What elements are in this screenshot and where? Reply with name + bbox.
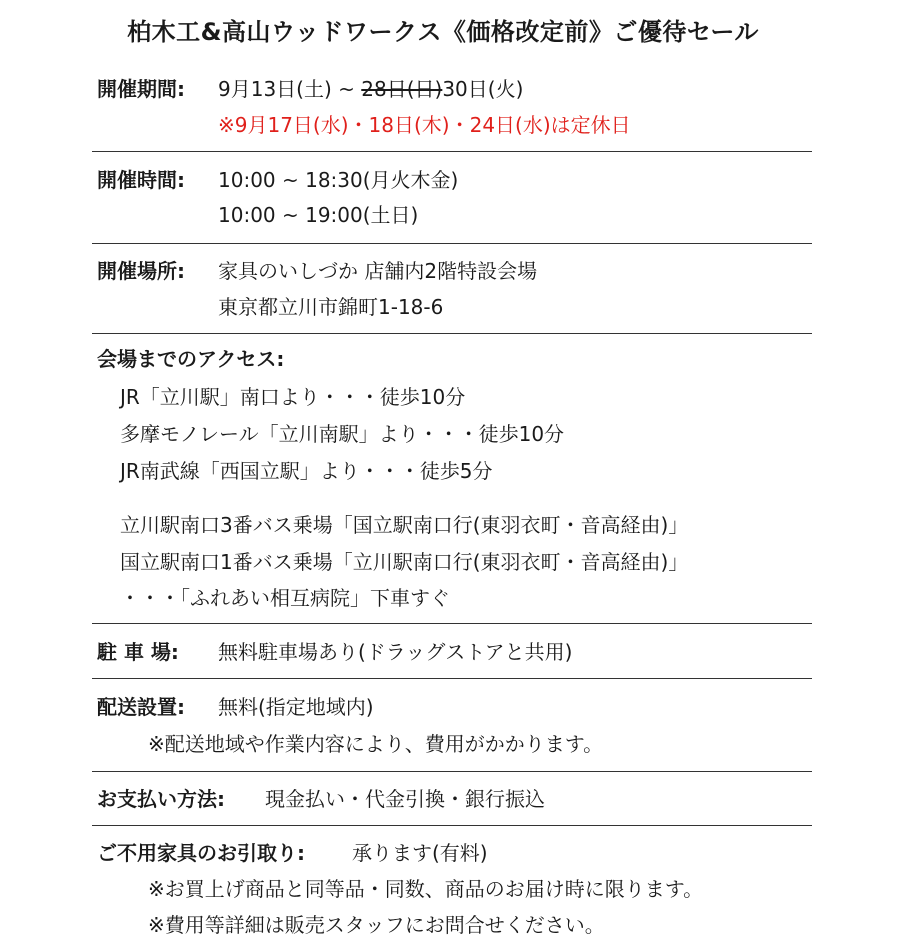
holiday-note: ※9月17日(水)・18日(木)・24日(水)は定休日 [218,113,631,137]
delivery-value: 無料(指定地域内) [218,695,374,719]
hours-label: 開催時間: [97,168,185,192]
bus-route: 立川駅南口3番バス乗場「国立駅南口行(東羽衣町・音高経由)」 [120,513,689,537]
parking-value: 無料駐車場あり(ドラッグストアと共用) [218,640,573,664]
hours-weekday: 10:00 ~ 18:30(月火木金) [218,168,459,192]
divider [92,333,812,334]
period-dates [218,76,523,102]
parking-label: 駐 車 場: [97,640,179,664]
pickup-value: 承ります(有料) [352,841,488,865]
venue-name: 家具のいしづか 店舗内2階特設会場 [218,259,538,283]
access-route: JR南武線「西国立駅」より・・・徒歩5分 [120,459,493,483]
divider [92,825,812,826]
access-label: 会場までのアクセス: [97,347,285,371]
divider [92,771,812,772]
divider [92,678,812,679]
delivery-note: ※配送地域や作業内容により、費用がかかります。 [148,732,604,756]
bus-stop: ・・・「ふれあい相互病院」下車すぐ [120,586,450,610]
period-old-end: 28日(日) [361,77,443,101]
divider [92,151,812,152]
period-start: 9月13日(土) ~ [218,77,362,101]
bus-route: 国立駅南口1番バス乗場「立川駅南口行(東羽衣町・音高経由)」 [120,550,689,574]
period-label: 開催期間: [97,77,185,101]
access-route: JR「立川駅」南口より・・・徒歩10分 [120,385,466,409]
pickup-note: ※費用等詳細は販売スタッフにお問合せください。 [148,913,605,937]
payment-label: お支払い方法: [97,787,225,811]
pickup-label: ご不用家具のお引取り: [97,841,305,865]
delivery-label: 配送設置: [97,695,185,719]
venue-address: 東京都立川市錦町1-18-6 [218,295,444,319]
page-title: 柏木工&高山ウッドワークス《価格改定前》ご優待セール [127,18,759,46]
period-new-end: 30日(火) [442,77,524,101]
venue-label: 開催場所: [97,259,185,283]
access-route: 多摩モノレール「立川南駅」より・・・徒歩10分 [120,422,565,446]
hours-weekend: 10:00 ~ 19:00(土日) [218,203,419,227]
divider [92,243,812,244]
pickup-note: ※お買上げ商品と同等品・同数、商品のお届け時に限ります。 [148,877,704,901]
payment-value: 現金払い・代金引換・銀行振込 [265,787,545,811]
divider [92,623,812,624]
